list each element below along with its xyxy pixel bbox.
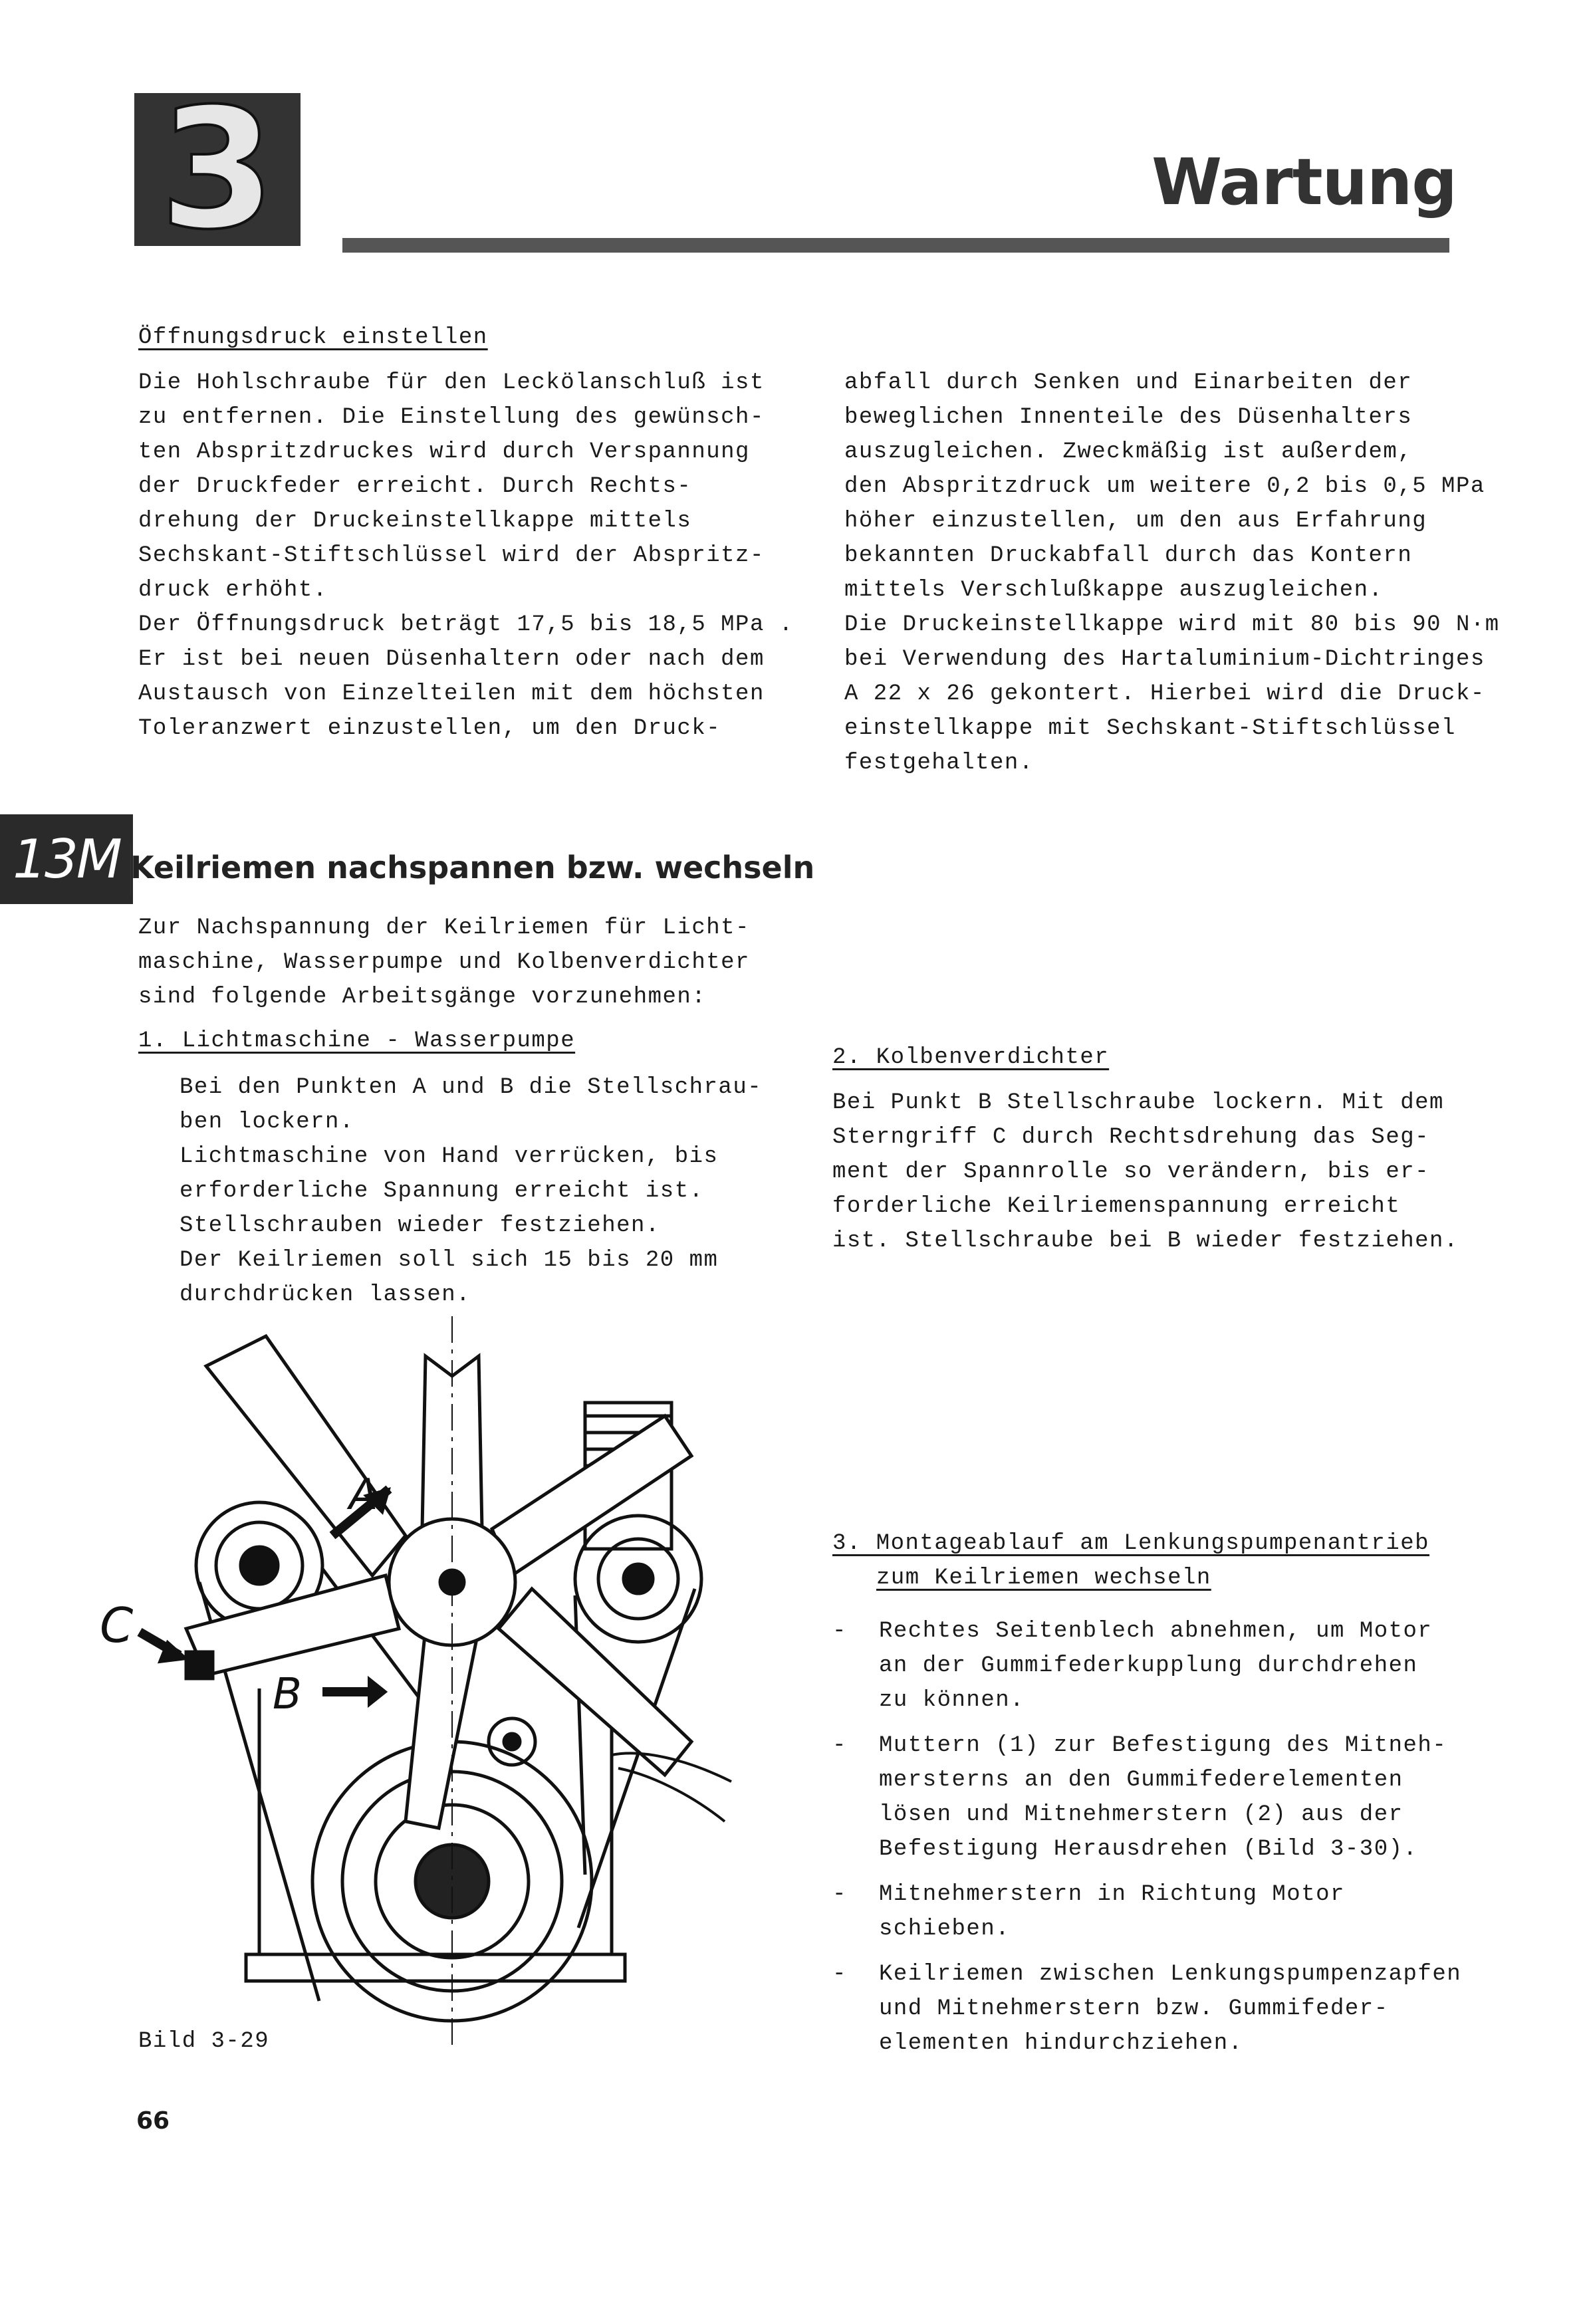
text-line: bekannten Druckabfall durch das Kontern bbox=[844, 543, 1413, 568]
compressor-hub bbox=[624, 1564, 653, 1593]
text-line: Muttern (1) zur Befestigung des Mitneh- bbox=[879, 1733, 1447, 1758]
text-line: Der Keilriemen soll sich 15 bis 20 mm bbox=[180, 1248, 719, 1273]
step1-text bbox=[180, 1070, 762, 1312]
text-line: mittels Verschlußkappe auszugleichen. bbox=[844, 578, 1384, 603]
label-b: B bbox=[273, 1670, 302, 1719]
text-line: A 22 x 26 gekontert. Hierbei wird die Druck- bbox=[844, 681, 1485, 707]
section-badge-label: 13M bbox=[13, 828, 120, 890]
list-item bbox=[832, 1728, 1464, 1867]
text-line: erforderliche Spannung erreicht ist. bbox=[180, 1179, 704, 1204]
fan-blade-upper-left bbox=[206, 1336, 406, 1575]
text-line: Lichtmaschine von Hand verrücken, bis bbox=[180, 1144, 719, 1169]
text-line: einstellkappe mit Sechskant-Stiftschlüssel bbox=[844, 716, 1456, 741]
chapter-number: 3 bbox=[160, 72, 275, 266]
figure-caption: Bild 3-29 bbox=[138, 2029, 270, 2054]
intro-paragraph bbox=[138, 911, 750, 1014]
text-line: ben lockern. bbox=[180, 1109, 354, 1135]
text-line: Sechskant-Stiftschlüssel wird der Abspritz- bbox=[138, 543, 765, 568]
bullet-dash: - bbox=[832, 1882, 847, 1907]
text-line: der Druckfeder erreicht. Durch Rechts- bbox=[138, 474, 692, 499]
text-line: Stellschrauben wieder festziehen. bbox=[180, 1213, 660, 1238]
step2-heading: 2. Kolbenverdichter bbox=[832, 1045, 1110, 1070]
header-rule bbox=[342, 238, 1449, 253]
text-line: ist. Stellschraube bei B wieder festziehen. bbox=[832, 1228, 1459, 1254]
text-line: Bei Punkt B Stellschraube lockern. Mit dem bbox=[832, 1090, 1444, 1115]
text-line: durchdrücken lassen. bbox=[180, 1282, 471, 1308]
opening-pressure-left-column bbox=[138, 366, 794, 746]
fan-blade-bottom bbox=[406, 1629, 479, 1828]
step2-text bbox=[832, 1086, 1459, 1258]
section-badge bbox=[0, 814, 133, 904]
text-line: Er ist bei neuen Düsenhaltern oder nach dem bbox=[138, 647, 765, 672]
alternator-hub bbox=[241, 1547, 278, 1584]
text-line: schieben. bbox=[879, 1917, 1011, 1942]
chapter-title: Wartung bbox=[1152, 145, 1457, 219]
section-title: Keilriemen nachspannen bzw. wechseln bbox=[130, 850, 815, 885]
list-item bbox=[832, 1614, 1464, 1718]
text-line: höher einzustellen, um den aus Erfahrung bbox=[844, 509, 1427, 534]
text-line: Keilriemen zwischen Lenkungspumpenzapfen bbox=[879, 1962, 1462, 1987]
list-item bbox=[832, 1957, 1464, 2061]
text-line: beweglichen Innenteile des Düsenhalters bbox=[844, 405, 1413, 430]
step3-heading-line2: zum Keilriemen wechseln bbox=[876, 1566, 1211, 1591]
text-line: drehung der Druckeinstellkappe mittels bbox=[138, 509, 692, 534]
text-line: ment der Spannrolle so verändern, bis er- bbox=[832, 1159, 1430, 1185]
opening-pressure-right-column bbox=[844, 366, 1500, 780]
engine-belt-figure bbox=[93, 1316, 758, 2047]
page-number: 66 bbox=[136, 2107, 170, 2135]
text-line: festgehalten. bbox=[844, 751, 1034, 776]
label-a: A bbox=[349, 1470, 378, 1520]
bullet-dash: - bbox=[832, 1619, 847, 1644]
bullet-dash: - bbox=[832, 1962, 847, 1987]
text-line: Mitnehmerstern in Richtung Motor bbox=[879, 1882, 1345, 1907]
text-line: Rechtes Seitenblech abnehmen, um Motor bbox=[879, 1619, 1433, 1644]
fan-blade-upper-right bbox=[492, 1416, 691, 1575]
text-line: Die Hohlschraube für den Leckölanschluß ist bbox=[138, 370, 765, 396]
star-grip-c bbox=[186, 1652, 213, 1679]
step3-list bbox=[832, 1614, 1464, 2071]
text-line: Bei den Punkten A und B die Stellschrau- bbox=[180, 1075, 763, 1100]
section-heading-opening-pressure: Öffnungsdruck einstellen bbox=[138, 325, 488, 350]
text-line: bei Verwendung des Hartaluminium-Dichtringes bbox=[844, 647, 1485, 672]
text-line: Toleranzwert einzustellen, um den Druck- bbox=[138, 716, 721, 741]
bullet-dash: - bbox=[832, 1733, 847, 1758]
text-line: zu entfernen. Die Einstellung des gewünsch- bbox=[138, 405, 765, 430]
text-line: forderliche Keilriemenspannung erreicht bbox=[832, 1194, 1401, 1219]
list-item bbox=[832, 1877, 1464, 1946]
text-line: auszugleichen. Zweckmäßig ist außerdem, bbox=[844, 439, 1413, 465]
text-line: den Abspritzdruck um weitere 0,2 bis 0,5 MPa bbox=[844, 474, 1485, 499]
text-line: an der Gummifederkupplung durchdrehen bbox=[879, 1653, 1418, 1679]
text-line: Die Druckeinstellkappe wird mit 80 bis 90 N·m bbox=[844, 612, 1500, 638]
text-line: druck erhöht. bbox=[138, 578, 328, 603]
text-line: maschine, Wasserpumpe und Kolbenverdichter bbox=[138, 950, 750, 975]
text-line: Befestigung Herausdrehen (Bild 3-30). bbox=[879, 1837, 1418, 1862]
text-line: Austausch von Einzelteilen mit dem höchsten bbox=[138, 681, 765, 707]
text-line: sind folgende Arbeitsgänge vorzunehmen: bbox=[138, 985, 707, 1010]
step1-heading: 1. Lichtmaschine - Wasserpumpe bbox=[138, 1028, 576, 1054]
chapter-number-box bbox=[134, 72, 301, 266]
text-line: Der Öffnungsdruck beträgt 17,5 bis 18,5 MPa . bbox=[138, 612, 794, 638]
label-c: C bbox=[100, 1597, 134, 1653]
text-line: und Mitnehmerstern bzw. Gummifeder- bbox=[879, 1996, 1389, 2022]
text-line: lösen und Mitnehmerstern (2) aus der bbox=[879, 1802, 1403, 1827]
text-line: Sterngriff C durch Rechtsdrehung das Seg- bbox=[832, 1125, 1430, 1150]
step3-heading-line1: 3. Montageablauf am Lenkungspumpenantrieb bbox=[832, 1531, 1430, 1556]
text-line: zu können. bbox=[879, 1688, 1025, 1713]
text-line: ten Abspritzdruckes wird durch Verspannung bbox=[138, 439, 750, 465]
text-line: Zur Nachspannung der Keilriemen für Licht- bbox=[138, 915, 750, 941]
text-line: elementen hindurchziehen. bbox=[879, 2031, 1243, 2056]
text-line: abfall durch Senken und Einarbeiten der bbox=[844, 370, 1413, 396]
text-line: mersterns an den Gummifederelementen bbox=[879, 1768, 1403, 1793]
